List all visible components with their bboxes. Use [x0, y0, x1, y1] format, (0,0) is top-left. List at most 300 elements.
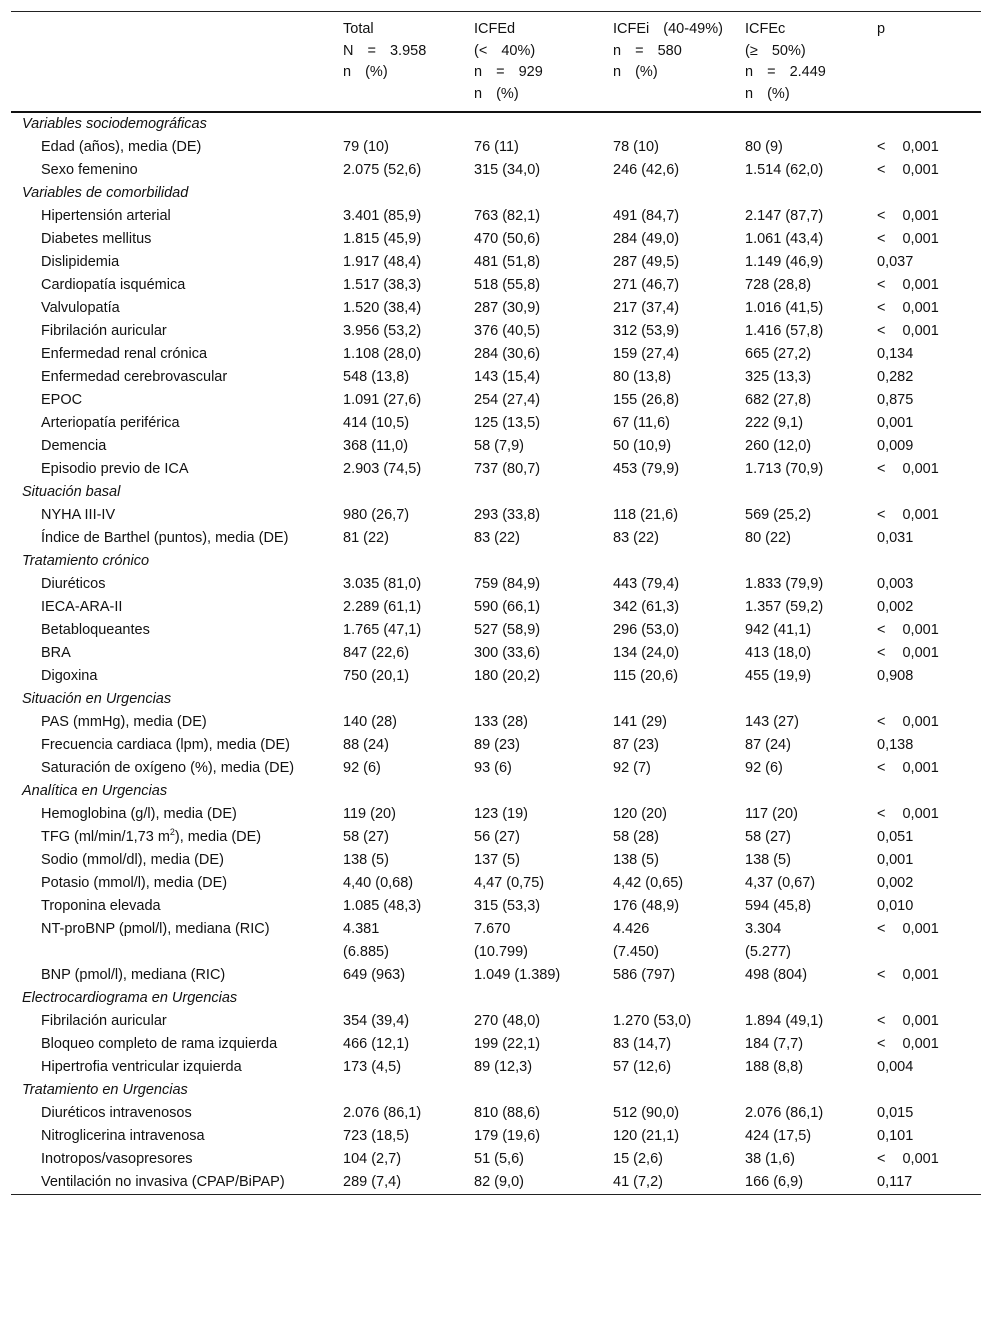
- cell-p: < 0,001: [877, 967, 939, 983]
- table-row: [11, 918, 981, 964]
- table-row: [11, 458, 981, 481]
- cell-i: 284 (49,0): [613, 231, 680, 247]
- cell-c: 143 (27): [745, 714, 800, 730]
- row-label-text: Hipertensión arterial: [41, 208, 171, 224]
- cell-total: 92 (6): [343, 760, 381, 776]
- row-label: [11, 711, 343, 734]
- row-label-text: Dislipidemia: [41, 254, 120, 270]
- cell-c: 138 (5): [745, 852, 791, 868]
- cell-c: 260 (12,0): [745, 438, 812, 454]
- cell-total: 2.075 (52,6): [343, 162, 422, 178]
- row-label-text: Demencia: [41, 438, 107, 454]
- cell-total: 649 (963): [343, 967, 406, 983]
- cell-i: 120 (20): [613, 806, 668, 822]
- section-header-row: [11, 112, 981, 136]
- table-row: [11, 1171, 981, 1195]
- table-row: [11, 642, 981, 665]
- cell-p: < 0,001: [877, 231, 939, 247]
- table-row: [11, 297, 981, 320]
- cell-p: 0,101: [877, 1128, 914, 1144]
- header-c-line: n (%): [745, 85, 790, 102]
- cell-i: 287 (49,5): [613, 254, 680, 270]
- cell-p: 0,015: [877, 1105, 914, 1121]
- cell-d: 737 (80,7): [474, 461, 541, 477]
- row-label-text: Cardiopatía isquémica: [41, 277, 186, 293]
- cell-i: 246 (42,6): [613, 162, 680, 178]
- row-label: [11, 320, 343, 343]
- cell-p: 0,282: [877, 369, 914, 385]
- section-header-row: [11, 987, 981, 1010]
- cell-p: 0,010: [877, 898, 914, 914]
- cell-total: 1.520 (38,4): [343, 300, 422, 316]
- table-row: [11, 274, 981, 297]
- cell-total: 81 (22): [343, 530, 389, 546]
- cell-i: 87 (23): [613, 737, 659, 753]
- header-p-line: p: [877, 21, 886, 37]
- cell-i: 443 (79,4): [613, 576, 680, 592]
- cell-i: 296 (53,0): [613, 622, 680, 638]
- cell-total: 414 (10,5): [343, 415, 410, 431]
- cell-d: 7.670 (10.799): [474, 921, 529, 960]
- header-i-line: n (%): [613, 64, 658, 80]
- cell-total: 1.765 (47,1): [343, 622, 422, 638]
- cell-d: 590 (66,1): [474, 599, 541, 615]
- section-title: Electrocardiograma en Urgencias: [22, 990, 238, 1006]
- row-label-text: Diuréticos: [41, 576, 106, 592]
- cell-p: 0,117: [877, 1174, 913, 1190]
- header-c-line: n = 2.449: [745, 64, 826, 80]
- cell-c: 1.016 (41,5): [745, 300, 824, 316]
- row-label-text: Diuréticos intravenosos: [41, 1105, 192, 1121]
- row-label-text: Diabetes mellitus: [41, 231, 152, 247]
- cell-c: 1.061 (43,4): [745, 231, 824, 247]
- cell-total: 4.381 (6.885): [343, 921, 389, 960]
- table-row: [11, 527, 981, 550]
- cell-i: 4,42 (0,65): [613, 875, 684, 891]
- cell-d: 376 (40,5): [474, 323, 541, 339]
- cell-total: 723 (18,5): [343, 1128, 410, 1144]
- row-label: [11, 159, 343, 182]
- cell-d: 179 (19,6): [474, 1128, 541, 1144]
- header-c: [745, 12, 877, 113]
- row-label: [11, 665, 343, 688]
- section-title: Variables de comorbilidad: [22, 185, 189, 201]
- section-header-row: [11, 688, 981, 711]
- row-label: [11, 205, 343, 228]
- row-label: [11, 642, 343, 665]
- table-row: [11, 366, 981, 389]
- row-label: [11, 826, 343, 849]
- cell-c: 184 (7,7): [745, 1036, 804, 1052]
- row-label: [11, 297, 343, 320]
- cell-d: 293 (33,8): [474, 507, 541, 523]
- row-label: [11, 573, 343, 596]
- row-label-text: BRA: [41, 645, 71, 661]
- cell-c: 728 (28,8): [745, 277, 812, 293]
- cell-i: 83 (14,7): [613, 1036, 672, 1052]
- row-label: [11, 619, 343, 642]
- cell-p: < 0,001: [877, 1013, 939, 1029]
- table-row: [11, 1148, 981, 1171]
- cell-c: 594 (45,8): [745, 898, 812, 914]
- cell-p: 0,138: [877, 737, 914, 753]
- row-label-text: Sodio (mmol/dl), media (DE): [41, 852, 224, 868]
- table-row: [11, 734, 981, 757]
- cell-i: 342 (61,3): [613, 599, 680, 615]
- section-title: Tratamiento en Urgencias: [22, 1082, 188, 1098]
- cell-total: 4,40 (0,68): [343, 875, 414, 891]
- cell-p: < 0,001: [877, 208, 939, 224]
- header-d-line: (< 40%): [474, 42, 536, 59]
- cell-i: 41 (7,2): [613, 1174, 663, 1190]
- cell-i: 512 (90,0): [613, 1105, 680, 1121]
- row-label-text: Edad (años), media (DE): [41, 139, 202, 155]
- row-label: [11, 1102, 343, 1125]
- row-label-text: Potasio (mmol/l), media (DE): [41, 875, 228, 891]
- cell-i: 134 (24,0): [613, 645, 680, 661]
- row-label: [11, 458, 343, 481]
- cell-d: 123 (19): [474, 806, 529, 822]
- cell-c: 1.149 (46,9): [745, 254, 824, 270]
- header-i-line: n = 580: [613, 42, 682, 59]
- cell-d: 93 (6): [474, 760, 512, 776]
- cell-total: 173 (4,5): [343, 1059, 402, 1075]
- header-total-line: n (%): [343, 64, 388, 80]
- cell-d: 1.049 (1.389): [474, 967, 561, 983]
- cell-d: 270 (48,0): [474, 1013, 541, 1029]
- cell-d: 527 (58,9): [474, 622, 541, 638]
- header-d: [474, 12, 613, 113]
- cell-d: 51 (5,6): [474, 1151, 524, 1167]
- row-label: [11, 872, 343, 895]
- cell-total: 3.956 (53,2): [343, 323, 422, 339]
- cell-c: 498 (804): [745, 967, 808, 983]
- row-label: [11, 757, 343, 780]
- cell-d: 481 (51,8): [474, 254, 541, 270]
- cell-p: 0,051: [877, 829, 914, 845]
- row-label-text: Frecuencia cardiaca (lpm), media (DE): [41, 737, 290, 753]
- cell-p: < 0,001: [877, 277, 939, 293]
- table-row: [11, 803, 981, 826]
- row-label-text: BNP (pmol/l), mediana (RIC): [41, 967, 226, 983]
- row-label-text: Hipertrofia ventricular izquierda: [41, 1059, 242, 1075]
- cell-total: 3.035 (81,0): [343, 576, 422, 592]
- section-title: Tratamiento crónico: [22, 553, 150, 569]
- cell-p: 0,031: [877, 530, 914, 546]
- header-d-line: n = 929: [474, 64, 543, 80]
- cell-c: 87 (24): [745, 737, 791, 753]
- cell-p: < 0,001: [877, 323, 939, 339]
- cell-i: 78 (10): [613, 139, 659, 155]
- cell-d: 58 (7,9): [474, 438, 524, 454]
- cell-d: 125 (13,5): [474, 415, 541, 431]
- results-table: [11, 11, 981, 1195]
- cell-c: 92 (6): [745, 760, 783, 776]
- table-row: [11, 389, 981, 412]
- table-row: [11, 619, 981, 642]
- cell-p: 0,001: [877, 415, 914, 431]
- row-label-text: Ventilación no invasiva (CPAP/BiPAP): [41, 1174, 285, 1190]
- header-total: [343, 12, 474, 113]
- cell-p: 0,001: [877, 852, 914, 868]
- row-label-text: Valvulopatía: [41, 300, 120, 316]
- cell-total: 2.076 (86,1): [343, 1105, 422, 1121]
- row-label-text: PAS (mmHg), media (DE): [41, 714, 207, 730]
- section-header-row: [11, 780, 981, 803]
- cell-c: 38 (1,6): [745, 1151, 795, 1167]
- cell-d: 89 (23): [474, 737, 520, 753]
- header-c-line: ICFEc: [745, 21, 786, 37]
- table-row: [11, 872, 981, 895]
- cell-d: 76 (11): [474, 139, 519, 155]
- header-total-line: Total: [343, 21, 374, 37]
- cell-p: < 0,001: [877, 806, 939, 822]
- row-label-text: Inotropos/vasopresores: [41, 1151, 193, 1167]
- table-row: [11, 596, 981, 619]
- cell-i: 155 (26,8): [613, 392, 680, 408]
- table-row: [11, 665, 981, 688]
- cell-i: 80 (13,8): [613, 369, 672, 385]
- header-label-empty: [11, 12, 343, 113]
- row-label: [11, 596, 343, 619]
- cell-i: 491 (84,7): [613, 208, 680, 224]
- cell-total: 1.085 (48,3): [343, 898, 422, 914]
- header-i-line: ICFEi (40-49%): [613, 21, 723, 37]
- cell-p: < 0,001: [877, 300, 939, 316]
- cell-d: 287 (30,9): [474, 300, 541, 316]
- row-label: [11, 343, 343, 366]
- cell-total: 104 (2,7): [343, 1151, 402, 1167]
- section-header-row: [11, 481, 981, 504]
- cell-c: 665 (27,2): [745, 346, 812, 362]
- cell-total: 2.289 (61,1): [343, 599, 422, 615]
- cell-total: 2.903 (74,5): [343, 461, 422, 477]
- cell-d: 810 (88,6): [474, 1105, 541, 1121]
- row-label: [11, 435, 343, 458]
- cell-c: 4,37 (0,67): [745, 875, 816, 891]
- cell-i: 217 (37,4): [613, 300, 680, 316]
- row-label: [11, 1010, 343, 1033]
- cell-i: 58 (28): [613, 829, 659, 845]
- row-label: [11, 734, 343, 757]
- cell-p: < 0,001: [877, 760, 939, 776]
- row-label: [11, 412, 343, 435]
- cell-c: 1.894 (49,1): [745, 1013, 824, 1029]
- section-header-row: [11, 550, 981, 573]
- row-label-text: Digoxina: [41, 668, 98, 684]
- cell-p: < 0,001: [877, 1151, 939, 1167]
- cell-p: 0,037: [877, 254, 914, 270]
- row-label: [11, 504, 343, 527]
- cell-total: 140 (28): [343, 714, 398, 730]
- row-label-text: Sexo femenino: [41, 162, 138, 178]
- cell-d: 284 (30,6): [474, 346, 541, 362]
- cell-c: 3.304 (5.277): [745, 921, 791, 960]
- cell-d: 133 (28): [474, 714, 529, 730]
- header-d-line: ICFEd: [474, 21, 516, 37]
- row-label: [11, 1171, 343, 1195]
- cell-d: 315 (53,3): [474, 898, 541, 914]
- row-label: [11, 918, 343, 964]
- cell-i: 586 (797): [613, 967, 676, 983]
- cell-total: 1.091 (27,6): [343, 392, 422, 408]
- cell-i: 15 (2,6): [613, 1151, 663, 1167]
- row-label: [11, 527, 343, 550]
- cell-p: < 0,001: [877, 461, 939, 477]
- row-label-text: Saturación de oxígeno (%), media (DE): [41, 760, 295, 776]
- row-label-text: Fibrilación auricular: [41, 323, 167, 339]
- cell-c: 413 (18,0): [745, 645, 812, 661]
- table-row: [11, 136, 981, 159]
- cell-c: 58 (27): [745, 829, 791, 845]
- cell-c: 424 (17,5): [745, 1128, 812, 1144]
- row-label-text: Arteriopatía periférica: [41, 415, 180, 431]
- cell-total: 79 (10): [343, 139, 389, 155]
- table-row: [11, 826, 981, 849]
- row-label: [11, 228, 343, 251]
- cell-total: 289 (7,4): [343, 1174, 402, 1190]
- table-row: [11, 1010, 981, 1033]
- row-label: [11, 1125, 343, 1148]
- cell-p: 0,875: [877, 392, 914, 408]
- cell-c: 1.713 (70,9): [745, 461, 824, 477]
- cell-total: 548 (13,8): [343, 369, 410, 385]
- cell-total: 1.517 (38,3): [343, 277, 422, 293]
- row-label-text: NYHA III-IV: [41, 507, 116, 523]
- cell-i: 67 (11,6): [613, 415, 670, 431]
- table-row: [11, 849, 981, 872]
- cell-d: 199 (22,1): [474, 1036, 541, 1052]
- row-label-text: Troponina elevada: [41, 898, 161, 914]
- cell-c: 80 (9): [745, 139, 783, 155]
- cell-i: 312 (53,9): [613, 323, 680, 339]
- cell-d: 300 (33,6): [474, 645, 541, 661]
- cell-i: 92 (7): [613, 760, 651, 776]
- cell-i: 1.270 (53,0): [613, 1013, 692, 1029]
- cell-total: 1.917 (48,4): [343, 254, 422, 270]
- row-label: [11, 274, 343, 297]
- section-title: Variables sociodemográficas: [22, 116, 207, 132]
- cell-p: 0,004: [877, 1059, 914, 1075]
- cell-i: 141 (29): [613, 714, 668, 730]
- cell-c: 188 (8,8): [745, 1059, 804, 1075]
- cell-p: < 0,001: [877, 921, 939, 937]
- table-row: [11, 343, 981, 366]
- cell-c: 1.416 (57,8): [745, 323, 824, 339]
- table-row: [11, 228, 981, 251]
- cell-total: 119 (20): [343, 806, 396, 822]
- table-row: [11, 159, 981, 182]
- table-row: [11, 1056, 981, 1079]
- cell-i: 271 (46,7): [613, 277, 680, 293]
- cell-p: < 0,001: [877, 139, 939, 155]
- table-row: [11, 1033, 981, 1056]
- row-label-suffix: ), media (DE): [174, 829, 262, 845]
- header-i: [613, 12, 745, 113]
- section-title: Situación en Urgencias: [22, 691, 172, 707]
- row-label-text: Betabloqueantes: [41, 622, 150, 638]
- cell-p: 0,908: [877, 668, 914, 684]
- cell-total: 368 (11,0): [343, 438, 409, 454]
- row-label-text: EPOC: [41, 392, 83, 408]
- cell-total: 1.815 (45,9): [343, 231, 422, 247]
- row-label-text: Enfermedad renal crónica: [41, 346, 208, 362]
- cell-total: 980 (26,7): [343, 507, 410, 523]
- cell-c: 942 (41,1): [745, 622, 812, 638]
- cell-i: 138 (5): [613, 852, 659, 868]
- cell-total: 466 (12,1): [343, 1036, 410, 1052]
- cell-p: 0,002: [877, 599, 914, 615]
- cell-d: 137 (5): [474, 852, 520, 868]
- table-row: [11, 504, 981, 527]
- table-row: [11, 1102, 981, 1125]
- cell-d: 518 (55,8): [474, 277, 541, 293]
- cell-d: 315 (34,0): [474, 162, 541, 178]
- cell-p: < 0,001: [877, 645, 939, 661]
- row-label: [11, 803, 343, 826]
- table-row: [11, 251, 981, 274]
- cell-d: 180 (20,2): [474, 668, 541, 684]
- row-label-superscript: 2: [169, 827, 175, 838]
- cell-d: 56 (27): [474, 829, 520, 845]
- cell-total: 750 (20,1): [343, 668, 410, 684]
- row-label-text: Enfermedad cerebrovascular: [41, 369, 228, 385]
- header-row: [11, 12, 981, 113]
- table-row: [11, 711, 981, 734]
- cell-total: 1.108 (28,0): [343, 346, 422, 362]
- row-label: [11, 366, 343, 389]
- row-label-text: TFG (ml/min/1,73 m: [41, 829, 170, 845]
- row-label: [11, 389, 343, 412]
- row-label-text: Episodio previo de ICA: [41, 461, 189, 477]
- cell-c: 1.833 (79,9): [745, 576, 824, 592]
- cell-d: 254 (27,4): [474, 392, 541, 408]
- header-total-line: N = 3.958: [343, 42, 427, 59]
- cell-i: 57 (12,6): [613, 1059, 672, 1075]
- table-row: [11, 895, 981, 918]
- cell-c: 222 (9,1): [745, 415, 804, 431]
- row-label-text: Bloqueo completo de rama izquierda: [41, 1036, 278, 1052]
- cell-c: 80 (22): [745, 530, 791, 546]
- cell-c: 2.076 (86,1): [745, 1105, 824, 1121]
- section-title: Situación basal: [22, 484, 121, 500]
- cell-i: 50 (10,9): [613, 438, 672, 454]
- header-p: [877, 12, 981, 113]
- cell-d: 759 (84,9): [474, 576, 541, 592]
- table-row: [11, 757, 981, 780]
- cell-c: 1.357 (59,2): [745, 599, 824, 615]
- cell-p: < 0,001: [877, 714, 939, 730]
- table-row: [11, 205, 981, 228]
- cell-d: 763 (82,1): [474, 208, 541, 224]
- row-label-text: Fibrilación auricular: [41, 1013, 167, 1029]
- cell-d: 470 (50,6): [474, 231, 541, 247]
- table-header: [11, 12, 981, 113]
- row-label-text: IECA-ARA-II: [41, 599, 123, 615]
- cell-total: 354 (39,4): [343, 1013, 410, 1029]
- section-title: Analítica en Urgencias: [22, 783, 168, 799]
- row-label: [11, 849, 343, 872]
- cell-total: 847 (22,6): [343, 645, 410, 661]
- cell-total: 3.401 (85,9): [343, 208, 422, 224]
- cell-p: < 0,001: [877, 162, 939, 178]
- cell-i: 453 (79,9): [613, 461, 680, 477]
- cell-c: 2.147 (87,7): [745, 208, 824, 224]
- cell-total: 138 (5): [343, 852, 389, 868]
- cell-c: 455 (19,9): [745, 668, 812, 684]
- cell-c: 117 (20): [745, 806, 798, 822]
- section-header-row: [11, 1079, 981, 1102]
